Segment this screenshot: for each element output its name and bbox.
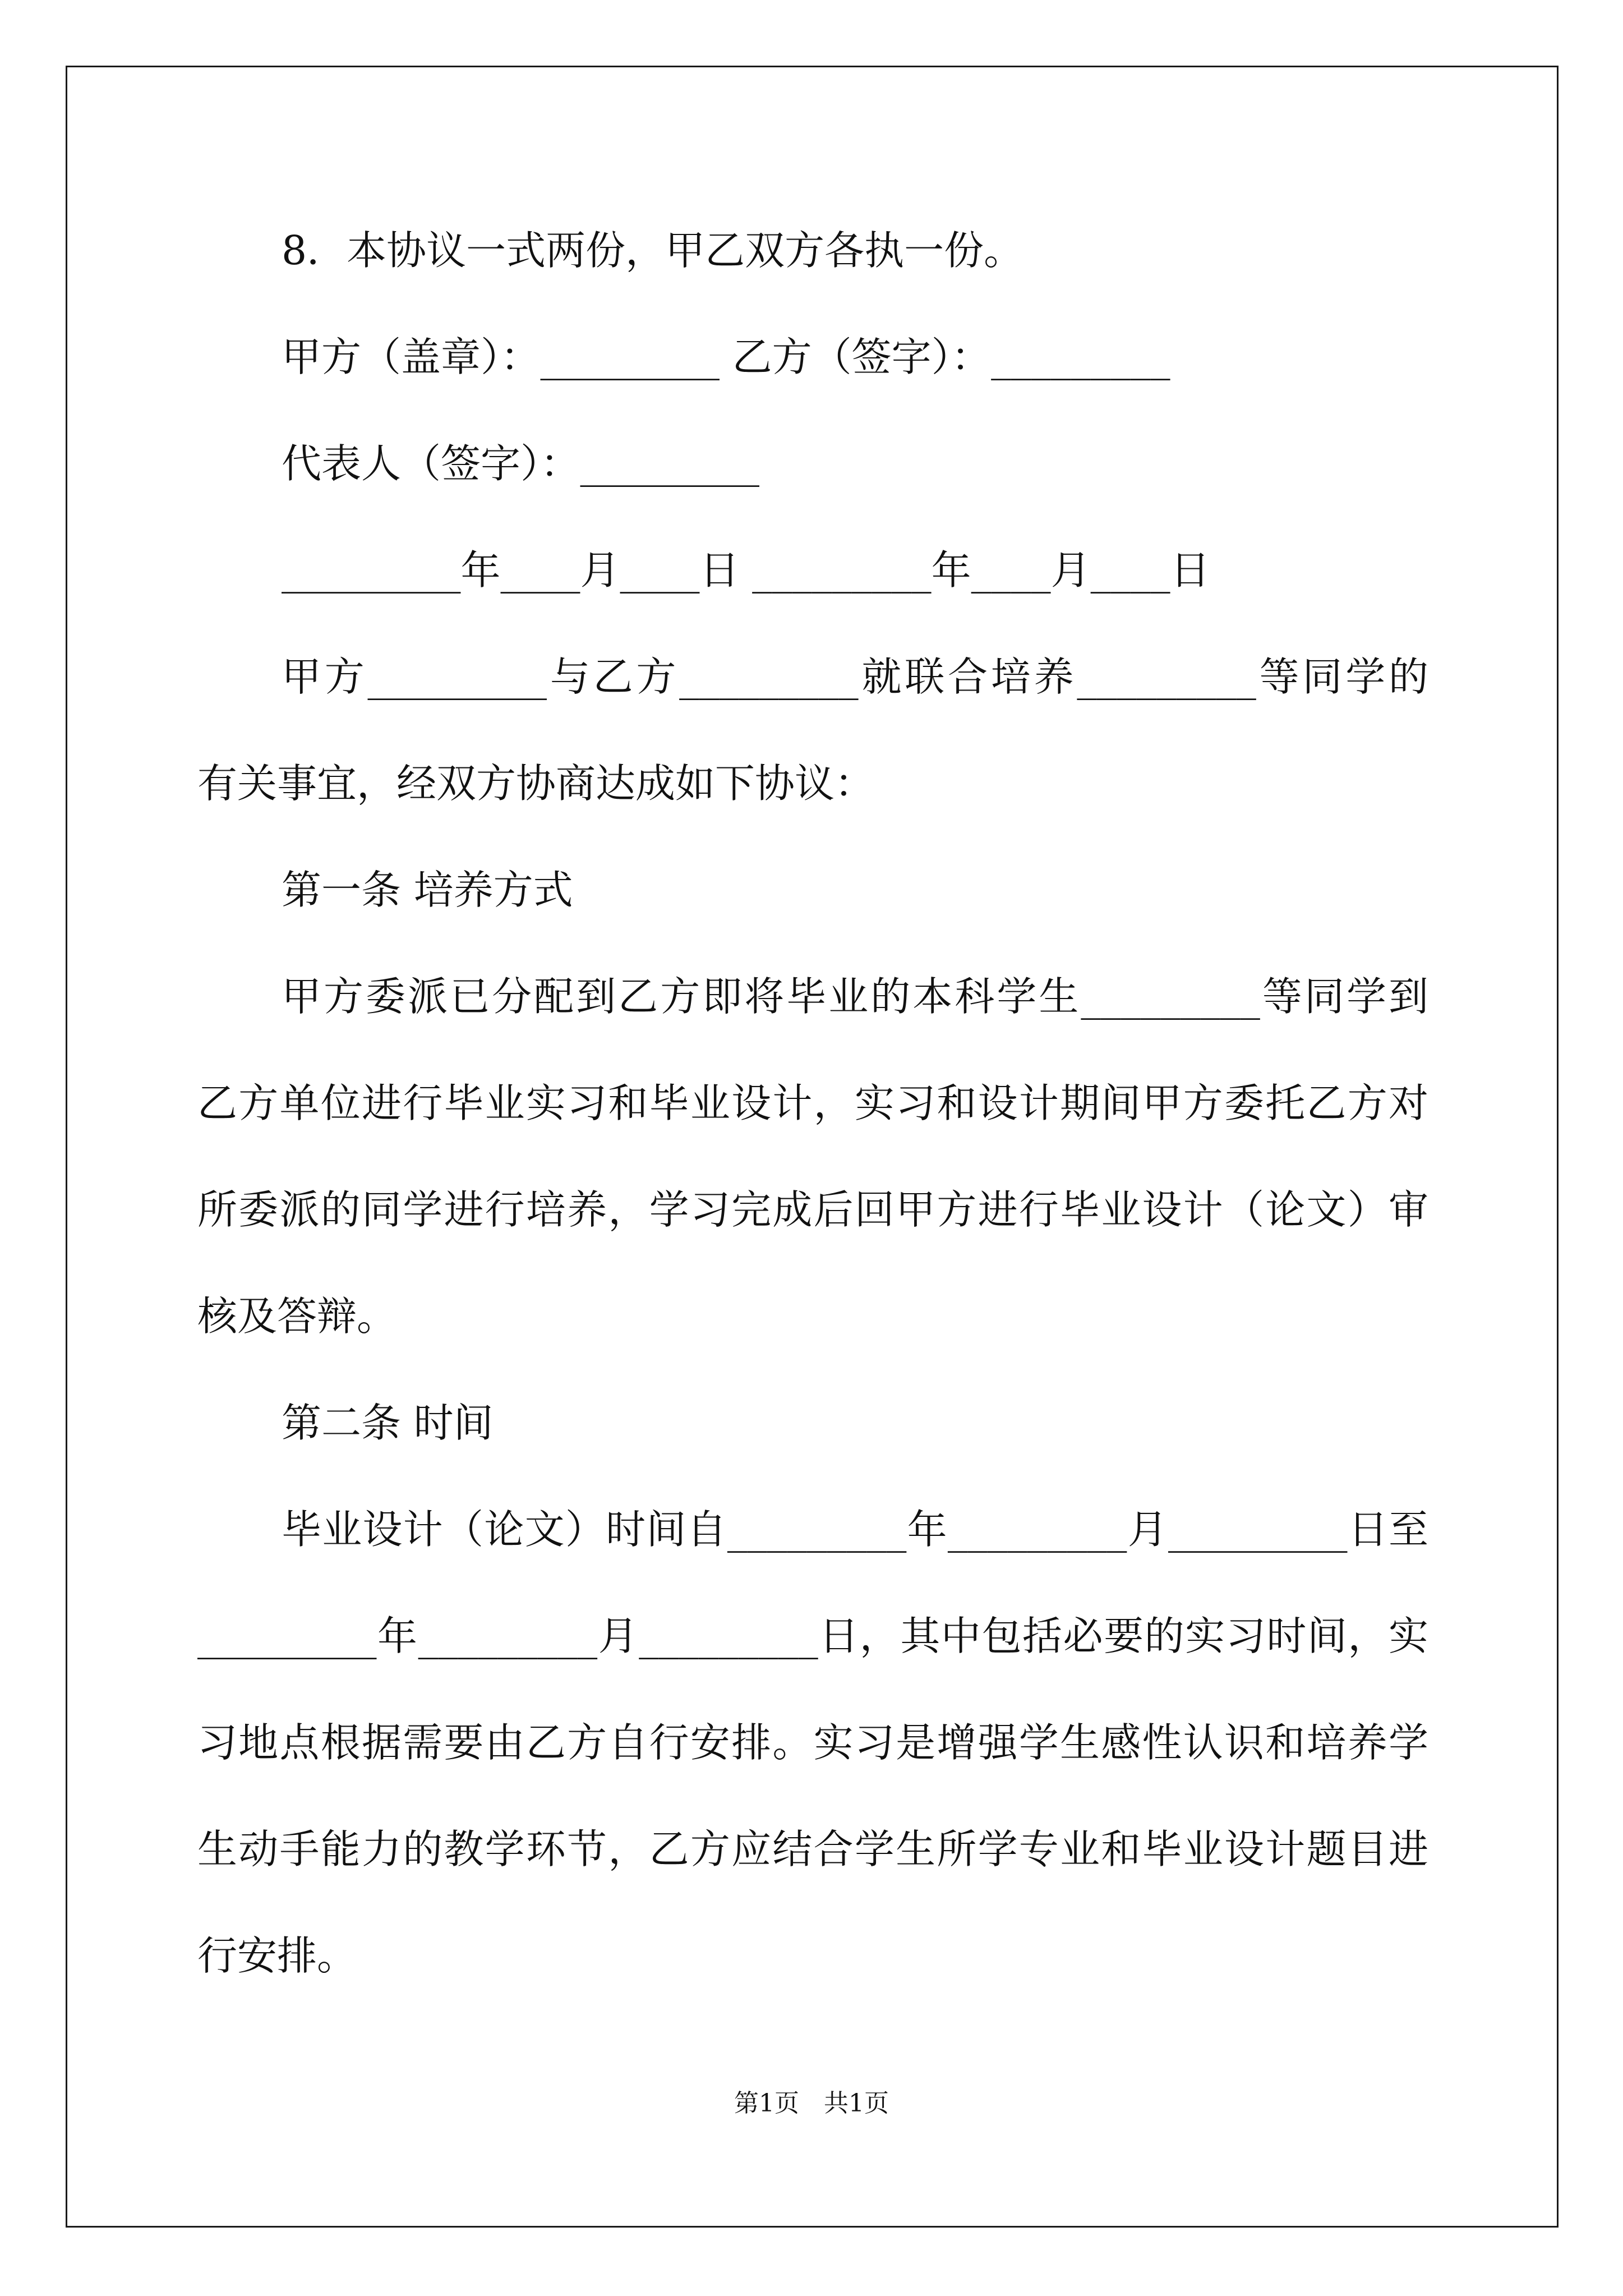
article-1-line-1: 甲方委派已分配到乙方即将毕业的本科学生_________等同学到: [282, 973, 1428, 1020]
article-1-line-3: 所委派的同学进行培养，学习完成后回甲方进行毕业设计（论文）审: [197, 1186, 1428, 1233]
article-2-line-4: 生动手能力的教学环节，乙方应结合学生所学专业和毕业设计题目进: [197, 1826, 1428, 1872]
signature-representative: 代表人（签字）：_________: [282, 440, 760, 487]
article-1-line-2: 乙方单位进行毕业实习和毕业设计，实习和设计期间甲方委托乙方对: [197, 1080, 1428, 1126]
article-1-line-4: 核及答辩。: [197, 1293, 397, 1340]
signature-dates: _________年____月____日 _________年____月____日: [282, 547, 1210, 593]
article-2-line-5: 行安排。: [197, 1932, 357, 1979]
article-2-line-2: _________年_________月_________日，其中包括必要的实习时间，实: [197, 1613, 1428, 1659]
page-border: [66, 66, 1559, 2228]
clause-8: 8．本协议一式两份，甲乙双方各执一份。: [282, 227, 1024, 274]
preamble-line-2: 有关事宜，经双方协商达成如下协议：: [197, 760, 875, 807]
article-2-heading: 第二条 时间: [282, 1400, 494, 1446]
article-2-line-1: 毕业设计（论文）时间自_________年_________月_________日至: [282, 1506, 1428, 1553]
preamble-line-1: 甲方_________与乙方_________就联合培养_________等同学的: [282, 654, 1428, 700]
article-1-heading: 第一条 培养方式: [282, 867, 573, 913]
signature-party-a-b: 甲方（盖章）：_________ 乙方（签字）：_________: [282, 334, 1170, 380]
article-2-line-3: 习地点根据需要由乙方自行安排。实习是增强学生感性认识和培养学: [197, 1719, 1428, 1766]
page-number-footer: 第1页 共1页: [734, 2089, 889, 2118]
